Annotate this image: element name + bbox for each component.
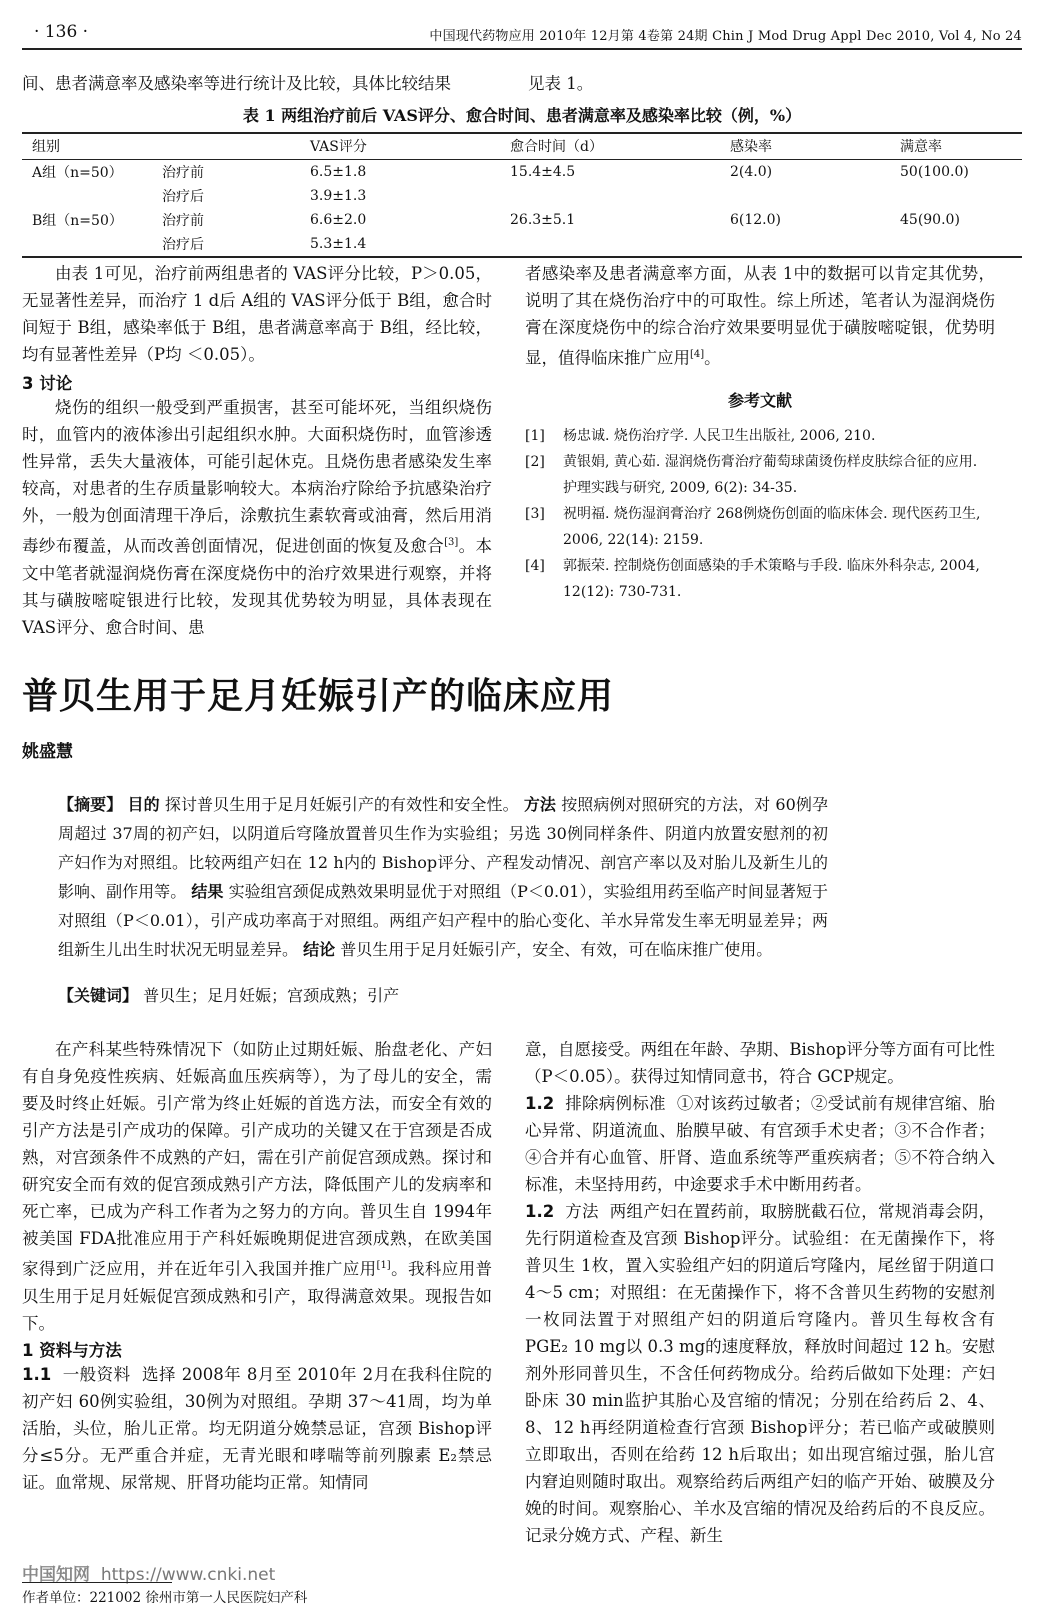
subsection-label: 排除病例标准 (565, 1094, 666, 1113)
subsection-label: 方法 (565, 1202, 599, 1221)
reference-number: [4] (525, 557, 545, 574)
results-paragraph: 由表 1可见，治疗前两组患者的 VAS评分比较，P＞0.05，无显著性差异，而治疗 1 d后 A组的 VAS评分低于 B组，愈合时间短于 B组，感染率低于 B组，患者满意率高于 B组，经比较，均有显著性差异（P均 ＜0.05）。 (22, 264, 492, 364)
table-header-cell (162, 133, 282, 160)
subsection-number: 1.2 (525, 1094, 555, 1113)
references-title: 参考文献 (727, 390, 792, 410)
table-cell (730, 232, 900, 257)
reference-item (525, 553, 995, 605)
table-cell: 治疗后 (162, 189, 204, 205)
comparison-table (22, 132, 1022, 258)
table-cell: 治疗后 (162, 232, 282, 257)
table-header-cell: 感染率 (730, 133, 900, 160)
subsection-number: 1.1 (22, 1364, 52, 1384)
intro-paragraph (22, 1036, 492, 1337)
table-cell (22, 232, 162, 257)
subsection-label: 一般资料 (62, 1364, 131, 1384)
table-cell: 治疗前 (162, 165, 204, 181)
reference-number: [3] (525, 505, 545, 522)
abstract (58, 790, 828, 964)
watermark-url: https://www.cnki.net (100, 1565, 276, 1585)
table-cell (730, 184, 900, 208)
page-header (22, 16, 1022, 50)
discussion-text: 。 (704, 348, 721, 368)
keywords-text: 普贝生；足月妊娠；宫颈成熟；引产 (143, 986, 400, 1005)
table-cell (500, 184, 730, 208)
table-cell: B组（n=50） (32, 213, 123, 229)
reference-item (525, 423, 995, 449)
page-number: · 136 · (34, 22, 89, 42)
prev-article-right-column (525, 260, 995, 605)
discussion-heading: 3 讨论 (22, 374, 73, 393)
keywords (58, 983, 828, 1006)
table-cell (900, 232, 1022, 257)
general-info-paragraph (22, 1361, 492, 1496)
article-title: 普贝生用于足月妊娠引产的临床应用 (22, 676, 615, 717)
reference-text: 郭振荣. 控制烧伤创面感染的手术策略与手段. 临床外科杂志, 2004, 12(12): 730-731. (563, 557, 980, 600)
table-header-cell: 满意率 (900, 133, 1022, 160)
table-cell: 15.4±4.5 (510, 164, 576, 180)
citation: [1] (376, 1260, 391, 1271)
table-cell: 50(100.0) (900, 164, 969, 180)
table-cell: 2(4.0) (730, 164, 773, 180)
intro-line-left: 间、患者满意率及感染率等进行统计及比较，具体比较结果 (22, 74, 451, 93)
table-row (22, 208, 1022, 232)
abstract-section-label: 结论 (303, 940, 336, 959)
table-cell: 6(12.0) (730, 212, 782, 228)
citation: [3] (444, 537, 459, 548)
article-left-column (22, 1036, 492, 1496)
table-cell: 45(90.0) (900, 212, 960, 228)
table-row (22, 232, 1022, 257)
table-header-cell: 愈合时间（d） (500, 133, 730, 160)
intro-text: 在产科某些特殊情况下（如防止过期妊娠、胎盘老化、产妇有自身免疫性疾病、妊娠高血压疾病等），为了母儿的安全，需要及时终止妊娠。引产常为终止妊娠的首选方法，而安全有效的引产方法是引产成功的保障。引产成功的关键又在于宫颈是否成熟，对宫颈条件不成熟的产妇，需在引产前促宫颈成熟。探讨和研究安全而有效的促宫颈成熟引产方法，降低围产儿的发病率和死亡率，已成为产科工作者为之努力的方向。普贝生自 1994年被美国 FDA批准应用于产科妊娠晚期促进宫颈成熟，在欧美国家得到广泛应用，并在近年引入我国并推广应用 (22, 1040, 492, 1279)
author-affiliation: 作者单位：221002 徐州市第一人民医院妇产科 (22, 1590, 308, 1606)
table-cell: 26.3±5.1 (510, 212, 576, 228)
discussion-text: 者感染率及患者满意率方面，从表 1中的数据可以肯定其优势，说明了其在烧伤治疗中的可取性。综上所述，笔者认为湿润烧伤膏在深度烧伤中的综合治疗效果要明显优于磺胺嘧啶银，优势明显，值得临床推广应用 (525, 264, 995, 368)
subsection-text: ①对该药过敏者；②受试前有规律宫缩、胎心异常、阴道流血、胎膜早破、有宫颈手术史者；③不合作者；④合并有心血管、肝肾、造血系统等严重疾病者；⑤不符合纳入标准，未坚持用药，中途要求手术中断用药者。 (525, 1094, 995, 1194)
intro-line-right: 见表 1。 (528, 74, 594, 93)
table-row (22, 184, 1022, 208)
abstract-section-text: 探讨普贝生用于足月妊娠引产的有效性和安全性。 (164, 795, 519, 814)
table-cell: 3.9±1.3 (310, 188, 367, 204)
reference-text: 祝明福. 烧伤湿润膏治疗 268例烧伤创面的临床体会. 现代医药卫生, 2006, 22(14): 2159. (563, 505, 981, 548)
exclusion-paragraph (525, 1090, 995, 1198)
watermark-brand: 中国知网 (22, 1565, 90, 1585)
section-heading: 1 资料与方法 (22, 1340, 122, 1360)
reference-item (525, 449, 995, 501)
abstract-section-label: 结果 (191, 882, 224, 901)
abstract-section-label: 目的 (127, 795, 160, 814)
table-cell (900, 184, 1022, 208)
table-cell (22, 184, 162, 208)
subsection-text: 两组产妇在置药前，取膀胱截石位，常规消毒会阴，先行阴道检查及宫颈 Bishop评分。试验组：在无菌操作下，将普贝生 1枚，置入实验组产妇的阴道后穹隆内，尾丝留于阴道口 4～5 cm；对照组：在无菌操作下，将不含普贝生药物的安慰剂一枚同法置于对照组产妇的阴道后穹隆内。普贝生每枚含有 PGE₂ 10 mg以 0.3 mg的速度释放，释放时间超过 12 h。安慰剂外形同普贝生，不含任何药物成分。给药后做如下处理：产妇卧床 30 min监护其胎心及宫缩的情况；分别在给药后 2、4、8、12 h再经阴道检查行宫颈 Bishop评分；若已临产或破膜则立即取出，否则在给药 12 h后取出；如出现宫缩过强，胎儿宫内窘迫则随时取出。观察给药后两组产妇的临产开始、破膜及分娩的时间。观察胎心、羊水及宫缩的情况及给药后的不良反应。记录分娩方式、产程、新生 (525, 1202, 996, 1545)
table-cell (500, 232, 730, 257)
reference-number: [2] (525, 453, 545, 470)
consent-paragraph: 意，自愿接受。两组在年龄、孕期、Bishop评分等方面有可比性（P＜0.05）。获得过知情同意书，符合 GCP规定。 (525, 1040, 995, 1086)
journal-citation: 中国现代药物应用 2010年 12月第 4卷第 24期 Chin J Mod Drug Appl Dec 2010, Vol 4, No 24 (429, 29, 1022, 44)
reference-text: 杨忠诚. 烧伤治疗学. 人民卫生出版社, 2006, 210. (563, 427, 876, 444)
abstract-section-text: 实验组宫颈促成熟效果明显优于对照组（P＜0.01），实验组用药至临产时间显著短于对照组（P＜0.01），引产成功率高于对照组。两组产妇产程中的胎心变化、羊水异常发生率无明显差异；两组新生儿出生时状况无明显差异。 (58, 882, 828, 959)
table-cell: 6.5±1.8 (310, 164, 367, 180)
abstract-label: 【摘要】 (58, 795, 123, 814)
table-row (22, 160, 1022, 185)
abstract-section-label: 方法 (523, 795, 557, 814)
table-cell: 5.3±1.4 (282, 232, 500, 257)
reference-text: 黄银娟, 黄心茹. 湿润烧伤膏治疗葡萄球菌烫伤样皮肤综合征的应用. 护理实践与研究, 2009, 6(2): 34-35. (563, 453, 978, 496)
discussion-paragraph (22, 394, 492, 641)
article-author: 姚盛慧 (22, 742, 73, 762)
citation: [4] (690, 349, 705, 360)
header-rule (22, 48, 1022, 50)
table-title: 表 1 两组治疗前后 VAS评分、愈合时间、患者满意率及感染率比较（例，%） (242, 106, 802, 125)
prev-article-left-column (22, 260, 492, 641)
discussion-continuation (525, 260, 995, 372)
reference-number: [1] (525, 427, 545, 444)
subsection-text: 选择 2008年 8月至 2010年 2月在我科住院的初产妇 60例实验组，30例为对照组。孕期 37～41周，均为单活胎，头位，胎儿正常。均无阴道分娩禁忌证，宫颈 Bishop评分≤5分。无严重合并症，无青光眼和哮喘等前列腺素 E₂禁忌证。血常规、尿常规、肝肾功能均正常。知情同 (22, 1364, 493, 1492)
table-cell: 治疗前 (162, 213, 204, 229)
abstract-section-text: 按照病例对照研究的方法，对 60例孕周超过 37周的初产妇，以阴道后穹隆放置普贝生作为实验组；另选 30例同样条件、阴道内放置安慰剂的初产妇作为对照组。比较两组产妇在 12 h内的 Bishop评分、产程发动情况、剖宫产率以及对胎儿及新生儿的影响、副作用等。 (58, 795, 828, 901)
discussion-text: 。本文中笔者就湿润烧伤膏在深度烧伤中的治疗效果进行观察，并将其与磺胺嘧啶银进行比较，发现其优势较为明显，具体表现在 VAS评分、愈合时间、患 (22, 536, 493, 637)
discussion-text: 烧伤的组织一般受到严重损害，甚至可能坏死，当组织烧伤时，血管内的液体渗出引起组织水肿。大面积烧伤时，血管渗透性异常，丢失大量液体，可能引起休克。且烧伤患者感染发生率较高，对患者的生存质量影响较大。本病治疗除给予抗感染治疗外，一般为创面清理干净后，涂敷抗生素软膏或油膏，然后用消毒纱布覆盖，从而改善创面情况，促进创面的恢复及愈合 (22, 398, 492, 556)
intro-text: 。我科应用普贝生用于足月妊娠促宫颈成熟和引产，取得满意效果。现报告如下。 (22, 1259, 493, 1333)
table-cell: A组（n=50） (32, 165, 123, 181)
keywords-label: 【关键词】 (58, 986, 139, 1005)
table-header-row (22, 133, 1022, 160)
abstract-section-text: 普贝生用于足月妊娠引产，安全、有效，可在临床推广使用。 (340, 940, 773, 959)
table-header-cell: VAS评分 (282, 133, 500, 160)
table-cell: 6.6±2.0 (310, 212, 367, 228)
table-header-cell: 组别 (22, 133, 162, 160)
reference-item (525, 501, 995, 553)
footnote-rule (22, 1582, 172, 1583)
method-paragraph (525, 1198, 995, 1549)
subsection-number: 1.2 (525, 1202, 555, 1221)
article-right-column (525, 1036, 995, 1549)
